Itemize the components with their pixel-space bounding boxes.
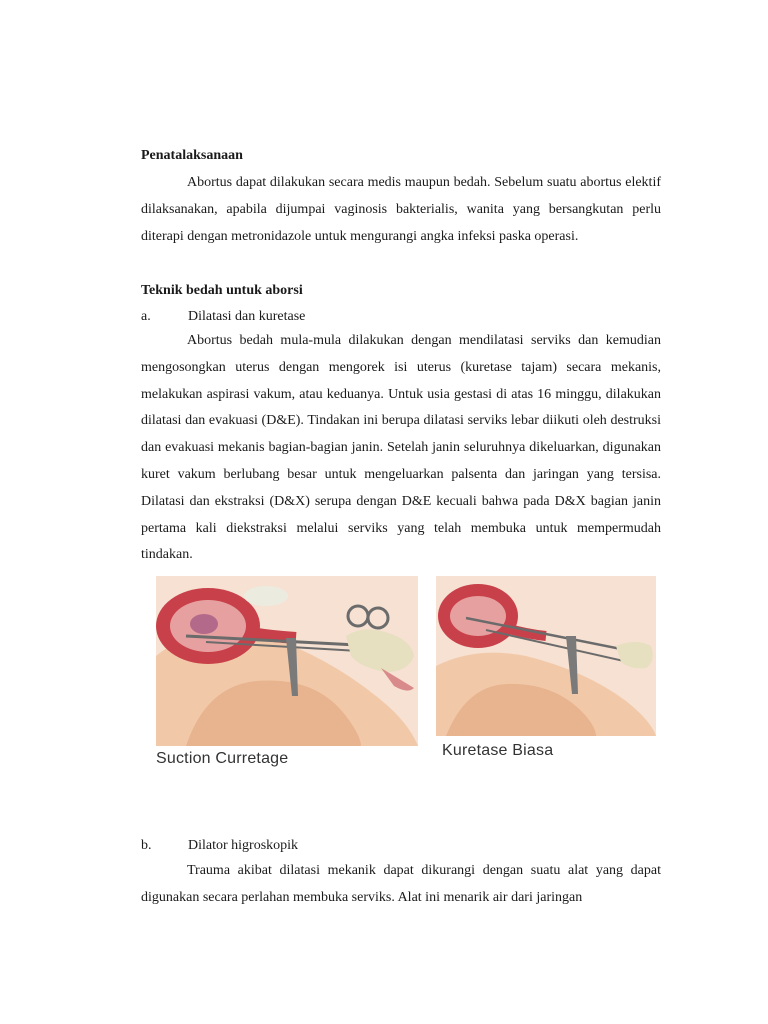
kuretase-biasa-illustration [436, 576, 656, 736]
item-b-paragraph: Trauma akibat dilatasi mekanik dapat dikurangi dengan suatu alat yang dapat digunakan secara perlahan membuka serviks. Alat ini menarik air dari jaringan [141, 863, 661, 905]
left-figure-caption: Suction Curretage [156, 750, 289, 767]
technique-heading: Teknik bedah untuk aborsi [141, 283, 303, 298]
list-marker-a: a. [141, 309, 151, 324]
right-figure-caption: Kuretase Biasa [442, 742, 554, 759]
item-a-paragraph: Abortus bedah mula-mula dilakukan dengan mendilatasi serviks dan kemudian mengosongkan uterus dengan mengorek isi uterus (kuretase tajam) secara mekanis, melakukan aspirasi vakum, atau keduanya. Untuk usia gestasi di atas 16 minggu, dilakukan dilatasi dan evakuasi (D&E). Tindakan ini berupa dilatasi serviks lebar diikuti oleh destruksi dan evakuasi mekanis bagian-bagian janin. Setelah janin seluruhnya dikeluarkan, digunakan kuret vakum berlubang besar untuk mengeluarkan palsenta dan jaringan yang tersisa. Dilatasi dan ekstraksi (D&X) serupa dengan D&E kecuali bahwa pada D&X bagian janin pertama kali diekstraksi melalui serviks yang telah membuka untuk mempermudah tindakan. [141, 333, 661, 563]
suction-curretage-illustration [156, 576, 418, 746]
list-marker-b: b. [141, 838, 152, 853]
section-paragraph: Abortus dapat dilakukan secara medis maupun bedah. Sebelum suatu abortus elektif dilaksanakan, apabila dijumpai vaginosis bakterialis, wanita yang bersangkutan perlu diterapi dengan metronidazole untuk mengurangi angka infeksi paska operasi. [141, 175, 661, 244]
section-heading: Penatalaksanaan [141, 148, 243, 163]
list-title-b: Dilator higroskopik [188, 838, 299, 853]
procedure-figure [146, 576, 666, 786]
list-title-a: Dilatasi dan kuretase [188, 309, 306, 324]
